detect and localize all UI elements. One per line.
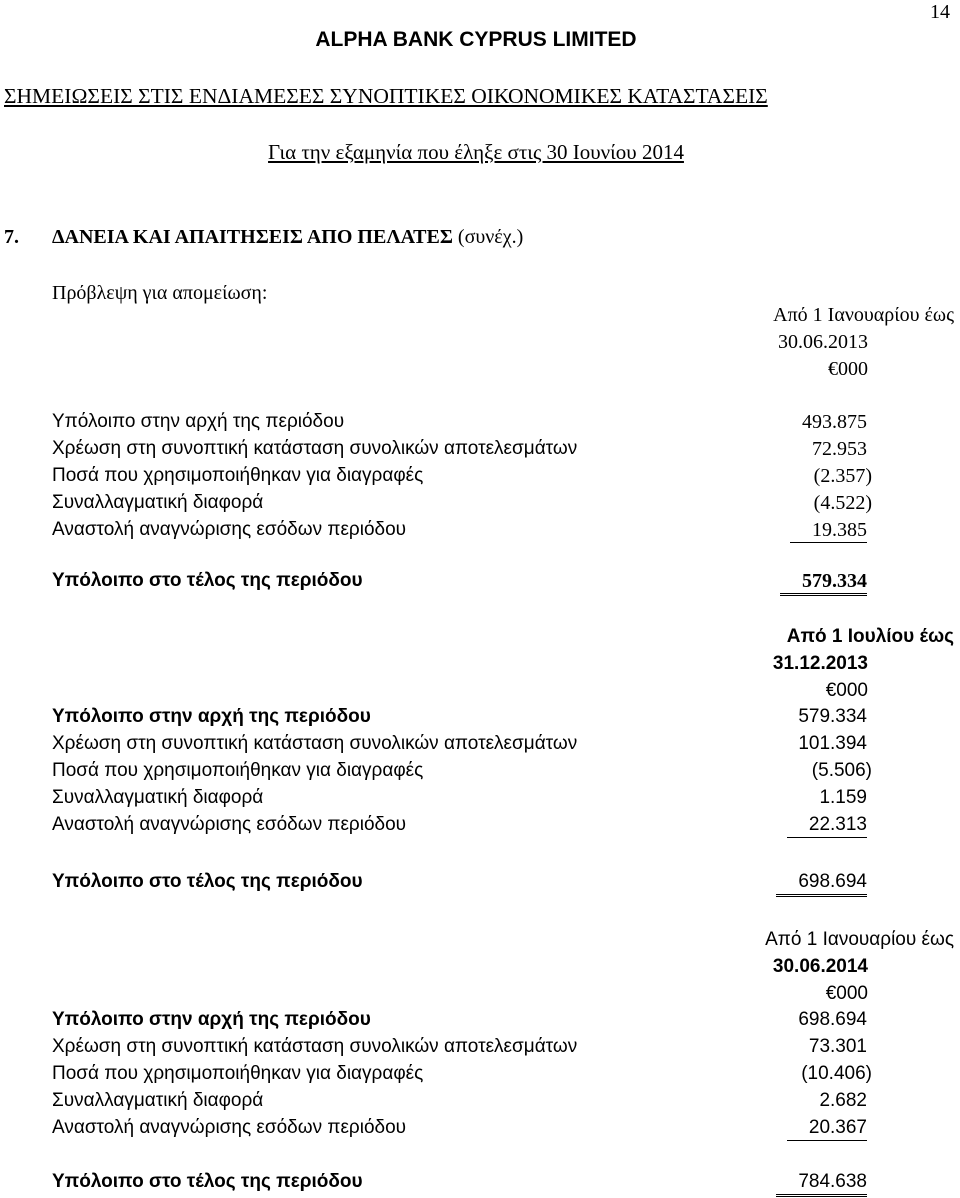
table-1-header [773,302,954,383]
closing-label: Υπόλοιπο στο τέλος της περιόδου [52,570,363,591]
table-row [52,732,872,759]
closing-value: 784.638 [776,1170,867,1197]
table-row [52,786,872,813]
row-label: Χρέωση στη συνοπτική κατάσταση συνολικών αποτελεσμάτων [52,1036,578,1057]
table-2-header-date: 31.12.2013 [772,653,868,674]
table-row [52,518,872,545]
row-label: Αναστολή αναγνώρισης εσόδων περιόδου [52,814,407,835]
table-2-closing-row [52,870,872,897]
row-value: 22.313 [787,813,867,838]
table-1-header-unit: €000 [828,358,868,380]
row-label: Υπόλοιπο στην αρχή της περιόδου [52,706,371,727]
closing-label: Υπόλοιπο στο τέλος της περιόδου [52,871,363,892]
period-title: Για την εξαμηνία που έληξε στις 30 Ιουνίου 2014 [268,140,684,164]
row-value: (4.522) [813,492,872,514]
row-label: Αναστολή αναγνώρισης εσόδων περιόδου [52,519,407,540]
table-row [52,1116,872,1143]
row-label: Υπόλοιπο στην αρχή της περιόδου [52,411,345,432]
row-value: 73.301 [808,1036,867,1057]
row-label: Αναστολή αναγνώρισης εσόδων περιόδου [52,1117,407,1138]
table-row [52,1008,872,1035]
closing-value: 698.694 [776,870,867,897]
table-row [52,437,872,464]
row-value: 19.385 [790,518,867,543]
section-title [52,225,523,249]
table-3-header-period: Από 1 Ιανουαρίου έως [765,929,954,950]
table-row [52,705,872,732]
table-2-header-period: Από 1 Ιουλίου έως [786,626,954,647]
table-row [52,491,872,518]
section-title-main: ΔΑΝΕΙΑ ΚΑΙ ΑΠΑΙΤΗΣΕΙΣ ΑΠΟ ΠΕΛΑΤΕΣ [52,226,453,248]
table-3-header [765,926,954,1007]
table-row [52,464,872,491]
table-3-header-date: 30.06.2014 [772,956,868,977]
row-value: 579.334 [798,706,867,727]
table-row [52,813,872,840]
table-3-closing-row [52,1170,872,1197]
row-value: 698.694 [798,1009,867,1030]
table-row [52,1035,872,1062]
table-1-header-period: Από 1 Ιανουαρίου έως [773,304,954,326]
table-row [52,1062,872,1089]
section-title-suffix: (συνέχ.) [452,226,524,248]
closing-value: 579.334 [780,569,867,596]
row-label: Υπόλοιπο στην αρχή της περιόδου [52,1009,371,1030]
notes-title: ΣΗΜΕΙΩΣΕΙΣ ΣΤΙΣ ΕΝΔΙΑΜΕΣΕΣ ΣΥΝΟΠΤΙΚΕΣ ΟΙΚΟΝΟΜΙΚΕΣ ΚΑΤΑΣΤΑΣΕΙΣ [4,84,768,108]
row-label: Συναλλαγματική διαφορά [52,492,264,513]
table-1-closing-row [52,569,872,596]
row-value: 1.159 [819,787,867,808]
row-label: Χρέωση στη συνοπτική κατάσταση συνολικών αποτελεσμάτων [52,733,578,754]
row-value: 20.367 [787,1116,867,1141]
table-3-header-unit: €000 [825,983,868,1004]
row-label: Χρέωση στη συνοπτική κατάσταση συνολικών αποτελεσμάτων [52,438,578,459]
subtitle: Πρόβλεψη για απομείωση: [52,282,268,304]
table-1-header-date: 30.06.2013 [778,331,868,353]
row-value: 72.953 [812,438,867,460]
row-value: (2.357) [813,465,872,487]
table-row [52,410,872,437]
table-row [52,1089,872,1116]
row-value: (5.506) [811,760,872,781]
row-label: Ποσά που χρησιμοποιήθηκαν για διαγραφές [52,1063,424,1084]
row-value: 2.682 [819,1090,867,1111]
table-2-header-unit: €000 [825,680,868,701]
row-label: Ποσά που χρησιμοποιήθηκαν για διαγραφές [52,760,424,781]
table-row [52,759,872,786]
row-value: (10.406) [801,1063,872,1084]
page-number: 14 [930,1,950,23]
closing-label: Υπόλοιπο στο τέλος της περιόδου [52,1171,363,1192]
section-number: 7. [4,226,19,248]
bank-name: ALPHA BANK CYPRUS LIMITED [315,28,637,51]
row-value: 493.875 [802,411,867,433]
row-value: 101.394 [798,733,867,754]
table-2-header [773,623,954,704]
row-label: Ποσά που χρησιμοποιήθηκαν για διαγραφές [52,465,424,486]
row-label: Συναλλαγματική διαφορά [52,1090,264,1111]
row-label: Συναλλαγματική διαφορά [52,787,264,808]
